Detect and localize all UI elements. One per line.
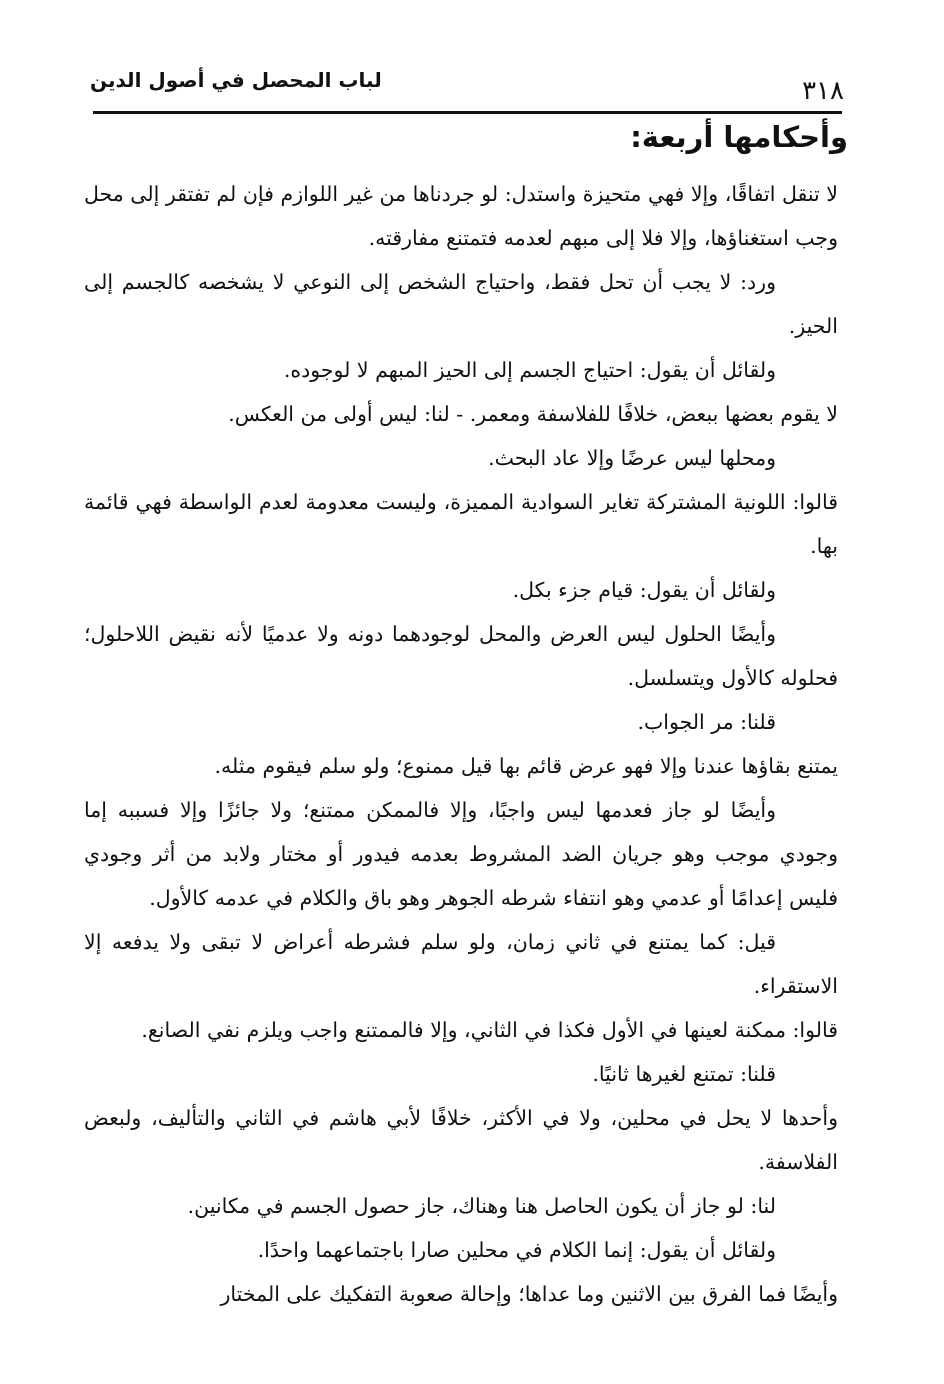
paragraph: وأحدها لا يحل في محلين، ولا في الأكثر، خلافًا لأبي هاشم في الثاني والتأليف، ولبعض الفلاسفة. [84, 1106, 838, 1174]
running-title: لباب المحصل في أصول الدين [90, 68, 382, 92]
body-text [84, 172, 838, 1316]
paragraph: ولقائل أن يقول: احتياج الجسم إلى الحيز المبهم لا لوجوده. [283, 358, 776, 382]
paragraph: وأيضًا فما الفرق بين الاثنين وما عداها؛ وإحالة صعوبة التفكيك على المختار [220, 1282, 838, 1306]
running-header [90, 62, 844, 110]
paragraph: يمتنع بقاؤها عندنا وإلا فهو عرض قائم بها قيل ممنوع؛ ولو سلم فيقوم مثله. [214, 754, 838, 778]
paragraph: وأيضًا الحلول ليس العرض والمحل لوجودهما دونه ولا عدميًا لأنه نقيض اللاحلول؛ فحلوله كالأول ويتسلسل. [84, 622, 838, 690]
paragraph: قلنا: تمتنع لغيرها ثانيًا. [592, 1062, 776, 1086]
paragraph: ورد: لا يجب أن تحل فقط، واحتياج الشخص إلى النوعي لا يشخصه كالجسم إلى الحيز. [84, 270, 838, 338]
section-heading: وأحكامها أربعة: [630, 120, 848, 154]
page-number: ٣١٨ [802, 76, 844, 106]
paragraph: وأيضًا لو جاز فعدمها ليس واجبًا، وإلا فالممكن ممتنع؛ ولا جائزًا وإلا فسببه إما وجودي موجب وهو جريان الضد المشروط بعدمه فيدور أو مختار ولابد من أثر وجودي فليس إعدامًا أو عدمي وهو انتفاء شرطه الجوهر وهو باق والكلام في عدمه كالأول. [84, 798, 838, 910]
paragraph: ولقائل أن يقول: إنما الكلام في محلين صارا باجتماعهما واحدًا. [257, 1238, 776, 1262]
paragraph: قلنا: مر الجواب. [637, 710, 776, 734]
paragraph: لنا: لو جاز أن يكون الحاصل هنا وهناك، جاز حصول الجسم في مكانين. [187, 1194, 776, 1218]
paragraph: لا تنقل اتفاقًا، وإلا فهي متحيزة واستدل: لو جردناها من غير اللوازم فإن لم تفتقر إلى محل وجب استغناؤها، وإلا فلا إلى مبهم لعدمه فتمتنع مفارقته. [84, 182, 838, 250]
paragraph: ومحلها ليس عرضًا وإلا عاد البحث. [488, 446, 776, 470]
paragraph: قالوا: ممكنة لعينها في الأول فكذا في الثاني، وإلا فالممتنع واجب ويلزم نفي الصانع. [141, 1018, 838, 1042]
paragraph: قالوا: اللونية المشتركة تغاير السوادية المميزة، وليست معدومة لعدم الواسطة فهي قائمة بها. [84, 490, 838, 558]
paragraph: قيل: كما يمتنع في ثاني زمان، ولو سلم فشرطه أعراض لا تبقى ولا يدفعه إلا الاستقراء. [84, 930, 838, 998]
paragraph: ولقائل أن يقول: قيام جزء بكل. [512, 578, 776, 602]
paragraph: لا يقوم بعضها ببعض، خلافًا للفلاسفة ومعمر. - لنا: ليس أولى من العكس. [228, 402, 838, 426]
header-divider [93, 111, 842, 114]
